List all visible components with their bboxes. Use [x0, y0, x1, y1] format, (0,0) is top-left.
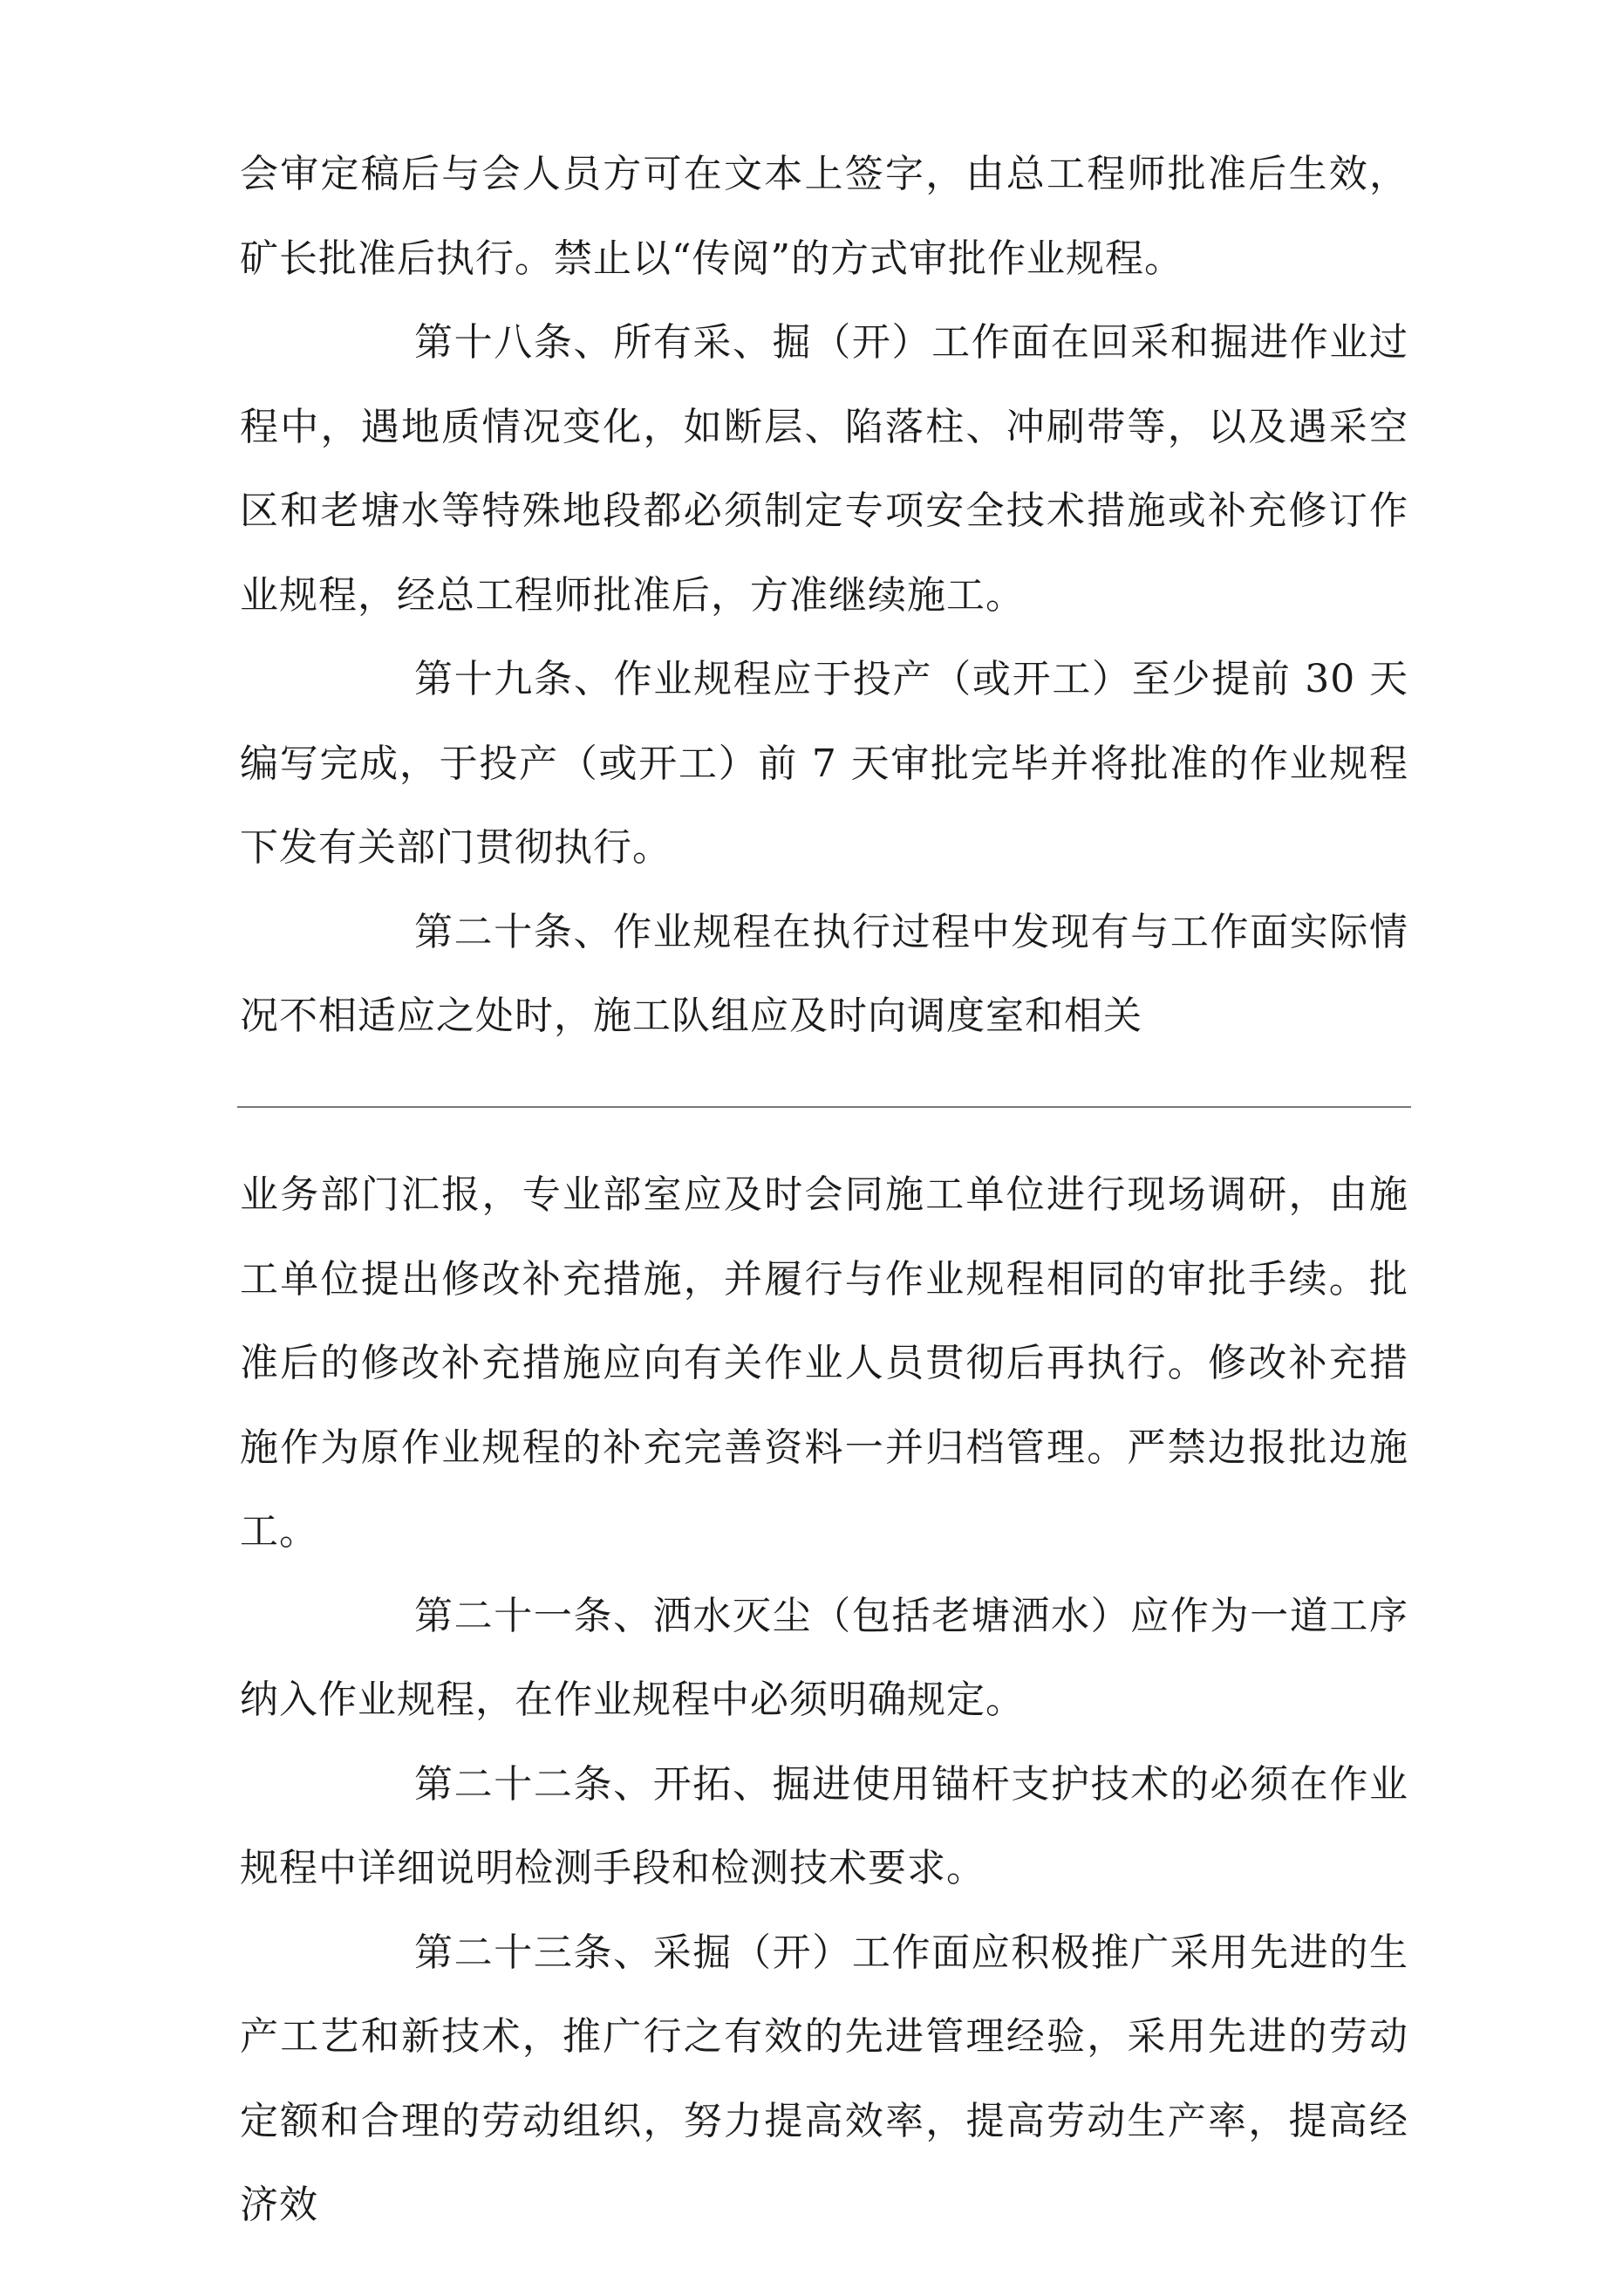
paragraph-article-19: 第十九条、作业规程应于投产（或开工）至少提前 30 天编写完成，于投产（或开工）前 7 天审批完毕并将批准的作业规程下发有关部门贯彻执行。: [240, 657, 1408, 870]
paragraph-article-21: 第二十一条、洒水灭尘（包括老塘洒水）应作为一道工序纳入作业规程，在作业规程中必须明确规定。: [240, 1593, 1408, 1722]
text-section-top: [240, 133, 1408, 1059]
paragraph-continuation-top: 会审定稿后与会人员方可在文本上签字，由总工程师批准后生效，矿长批准后执行。禁止以“传阅”的方式审批作业规程。: [240, 152, 1408, 281]
paragraph-article-18: 第十八条、所有采、掘（开）工作面在回采和掘进作业过程中，遇地质情况变化，如断层、陷落柱、冲刷带等，以及遇采空区和老塘水等特殊地段都必须制定专项安全技术措施或补充修订作业规程，经总工程师批准后，方准继续施工。: [240, 320, 1408, 618]
paragraph-article-20: 第二十条、作业规程在执行过程中发现有与工作面实际情况不相适应之处时，施工队组应及时向调度室和相关: [240, 909, 1408, 1038]
paragraph-continuation-bottom: 业务部门汇报，专业部室应及时会同施工单位进行现场调研，由施工单位提出修改补充措施，并履行与作业规程相同的审批手续。批准后的修改补充措施应向有关作业人员贯彻后再执行。修改补充措施作为原作业规程的补充完善资料一并归档管理。严禁边报批边施工。: [240, 1172, 1408, 1554]
paragraph-article-23: 第二十三条、采掘（开）工作面应积极推广采用先进的生产工艺和新技术，推广行之有效的先进管理经验，采用先进的劳动定额和合理的劳动组织，努力提高效率，提高劳动生产率，提高经济效: [240, 1930, 1408, 2227]
page-break-divider: [237, 1106, 1411, 1108]
paragraph-article-22: 第二十二条、开拓、掘进使用锚杆支护技术的必须在作业规程中详细说明检测手段和检测技术要求。: [240, 1761, 1408, 1890]
text-section-bottom: [240, 1153, 1408, 2248]
